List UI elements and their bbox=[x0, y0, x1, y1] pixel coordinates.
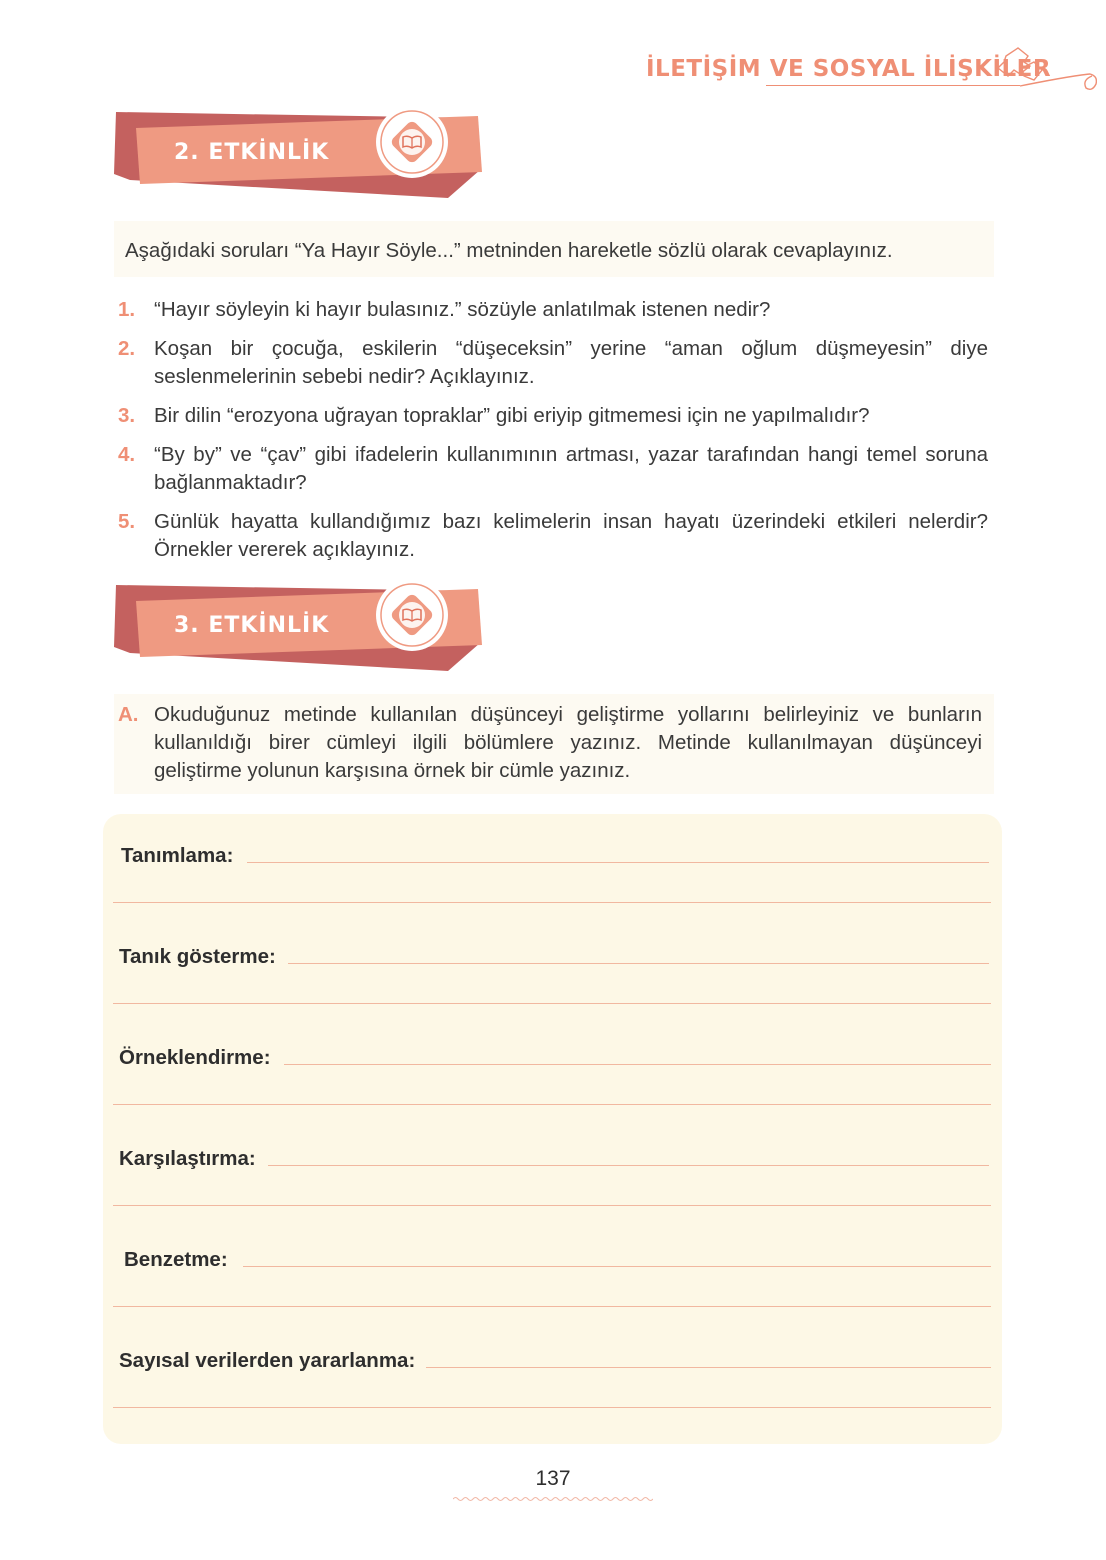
activity-2-label: 2. ETKİNLİK bbox=[174, 140, 330, 165]
task-a-letter: A. bbox=[118, 703, 139, 726]
answer-line[interactable] bbox=[268, 1165, 989, 1166]
activity-2-banner bbox=[110, 108, 490, 208]
row-label: Örneklendirme: bbox=[119, 1046, 271, 1069]
activity-3-label: 3. ETKİNLİK bbox=[174, 613, 330, 638]
worksheet-row-sayisal-veriler bbox=[103, 1319, 1002, 1420]
question-number: 4. bbox=[118, 443, 136, 466]
wavy-divider bbox=[453, 1490, 653, 1508]
question-4 bbox=[118, 441, 988, 497]
question-text: “Hayır söyleyin ki hayır bulasınız.” sözüyle anlatılmak istenen nedir? bbox=[154, 298, 771, 321]
row-label: Tanımlama: bbox=[121, 844, 234, 867]
chapter-title: İLETİŞİM VE SOSYAL İLİŞKİLER bbox=[646, 56, 1052, 82]
answer-line[interactable] bbox=[113, 902, 991, 903]
answer-line[interactable] bbox=[113, 1003, 991, 1004]
row-label: Tanık gösterme: bbox=[119, 945, 276, 968]
answer-line[interactable] bbox=[113, 1407, 991, 1408]
answer-line[interactable] bbox=[243, 1266, 991, 1267]
question-text: Bir dilin “erozyona uğrayan topraklar” gibi eriyip gitmemesi için ne yapılmalıdır? bbox=[154, 404, 870, 427]
row-label: Karşılaştırma: bbox=[119, 1147, 256, 1170]
answer-line[interactable] bbox=[113, 1306, 991, 1307]
task-a-text: Okuduğunuz metinde kullanılan düşünceyi geliştirme yollarını belirleyiniz ve bunların kullanıldığı birer cümleyi ilgili bölümlere yazınız. Metinde kullanılmayan düşünceyi geliştirme yolunun karşısına örnek bir cümle yazınız. bbox=[154, 703, 982, 782]
activity-3-banner bbox=[110, 581, 490, 681]
row-label: Benzetme: bbox=[124, 1248, 228, 1271]
question-3 bbox=[118, 402, 988, 430]
instruction-box bbox=[114, 221, 994, 277]
row-label: Sayısal verilerden yararlanma: bbox=[119, 1349, 416, 1372]
worksheet-row-karsilastirma bbox=[103, 1117, 1002, 1218]
question-5 bbox=[118, 508, 988, 564]
task-a bbox=[118, 701, 982, 785]
answer-line[interactable] bbox=[113, 1104, 991, 1105]
question-list bbox=[118, 296, 988, 575]
question-text: Koşan bir çocuğa, eskilerin “düşeceksin” yerine “aman oğlum düşmeyesin” diye seslenmelerinin sebebi nedir? Açıklayınız. bbox=[154, 337, 988, 388]
answer-line[interactable] bbox=[284, 1064, 991, 1065]
question-number: 5. bbox=[118, 510, 136, 533]
chapter-title-rule bbox=[766, 85, 1020, 86]
puzzle-icon bbox=[992, 42, 1097, 107]
question-number: 2. bbox=[118, 337, 136, 360]
worksheet-row-tanimlama bbox=[103, 814, 1002, 915]
question-1 bbox=[118, 296, 988, 324]
question-number: 3. bbox=[118, 404, 136, 427]
question-number: 1. bbox=[118, 298, 136, 321]
question-text: Günlük hayatta kullandığımız bazı kelimelerin insan hayatı üzerindeki etkileri nelerdir? Örnekler vererek açıklayınız. bbox=[154, 510, 988, 561]
worksheet-row-benzetme bbox=[103, 1218, 1002, 1319]
question-2 bbox=[118, 335, 988, 391]
answer-line[interactable] bbox=[288, 963, 989, 964]
answer-line[interactable] bbox=[247, 862, 989, 863]
page-number: 137 bbox=[535, 1467, 571, 1490]
worksheet-row-tanik-gosterme bbox=[103, 915, 1002, 1016]
answer-line[interactable] bbox=[426, 1367, 991, 1368]
worksheet-panel bbox=[103, 814, 1002, 1444]
worksheet-row-orneklendirme bbox=[103, 1016, 1002, 1117]
activity-2-instruction: Aşağıdaki soruları “Ya Hayır Söyle...” metninden hareketle sözlü olarak cevaplayınız. bbox=[125, 239, 893, 262]
question-text: “By by” ve “çav” gibi ifadelerin kullanımının artması, yazar tarafından hangi temel soruna bağlanmaktadır? bbox=[154, 443, 988, 494]
answer-line[interactable] bbox=[113, 1205, 991, 1206]
